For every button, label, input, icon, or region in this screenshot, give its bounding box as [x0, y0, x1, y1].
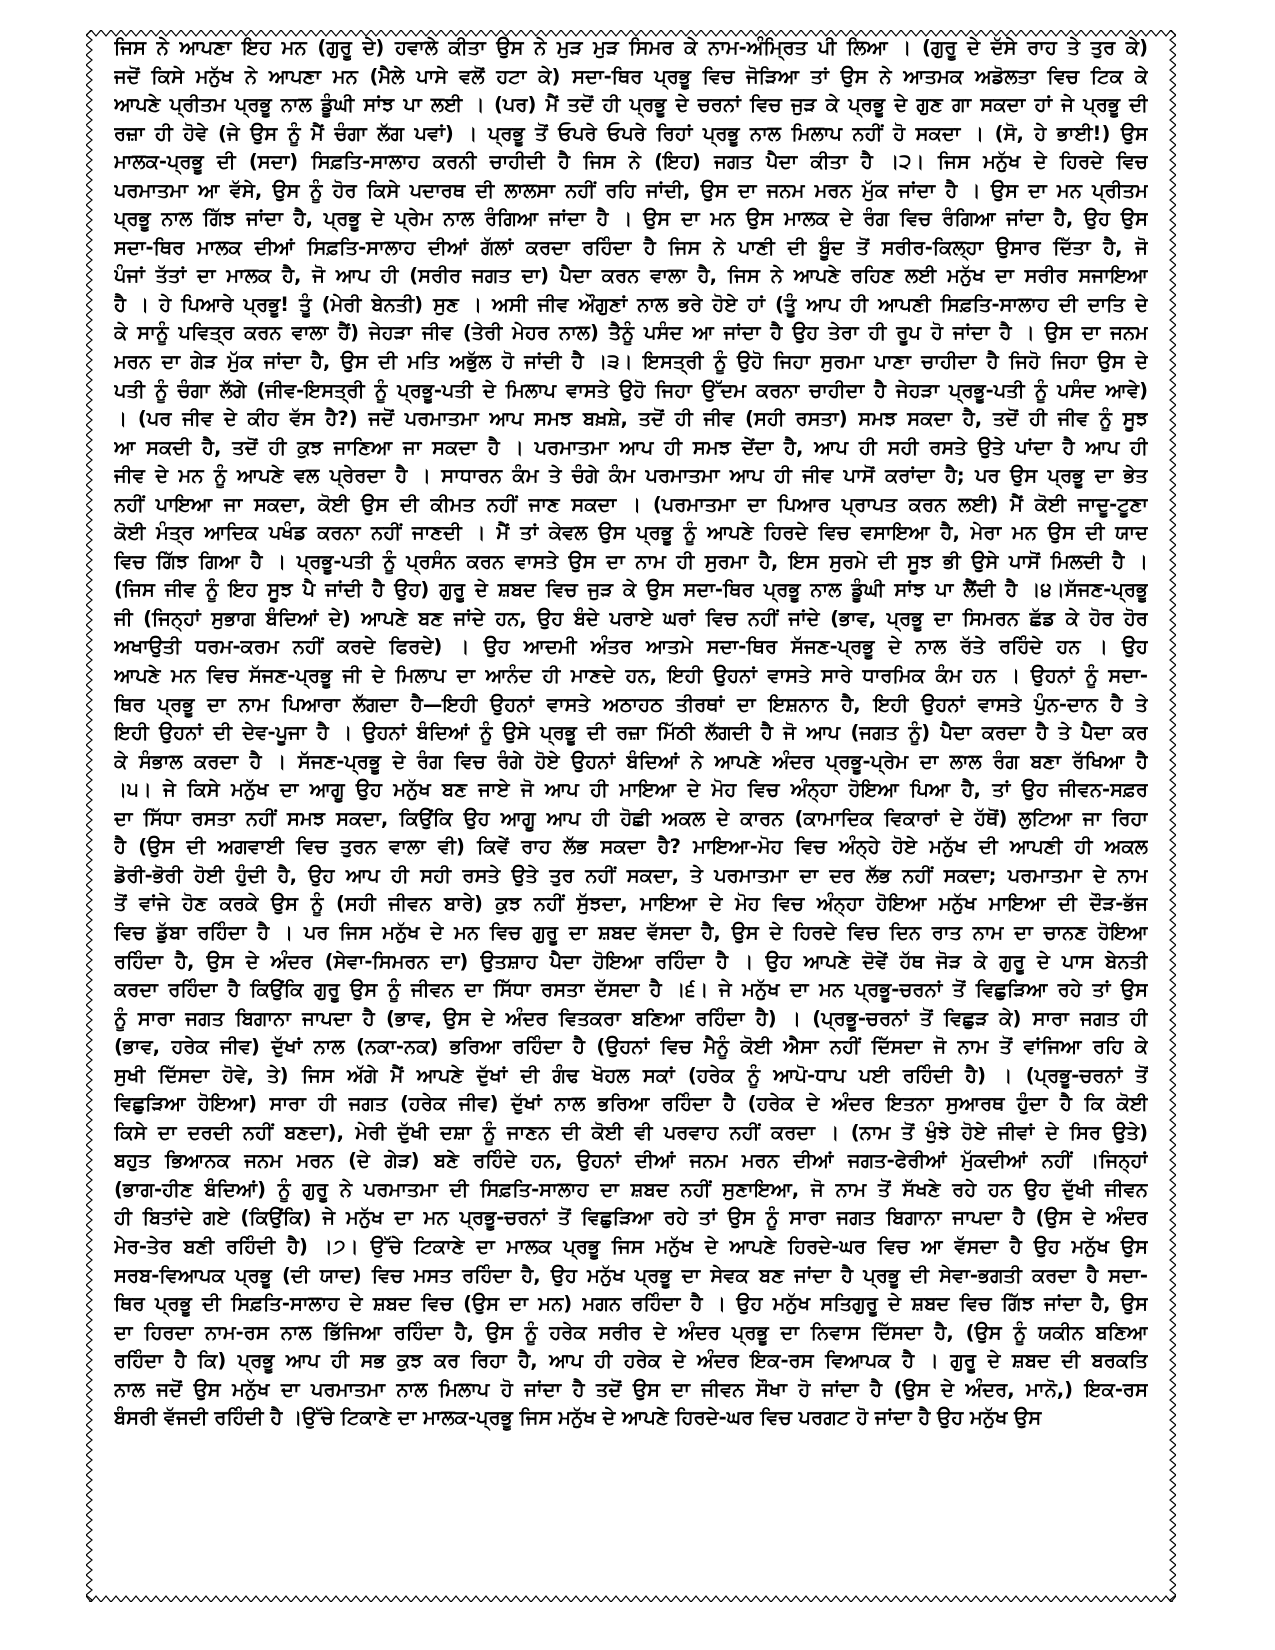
- text-line: ਕੇ ਸੰਭਾਲ ਕਰਦਾ ਹੈ । ਸੱਜਣ-ਪ੍ਰਭੂ ਦੇ ਰੰਗ ਵਿਚ ਰੰਗੇ ਹੋਏ ਉਹਨਾਂ ਬੰਦਿਆਂ ਨੇ ਆਪਣੇ ਅੰਦਰ ਪ੍ਰਭੂ-ਪ੍ਰੇਮ ਦਾ ਲਾਲ ਰੰਗ ਬਣਾ ਰੱਖਿਆ ਹੈ: [114, 749, 1148, 773]
- text-line: ਸਦਾ-ਥਿਰ ਮਾਲਕ ਦੀਆਂ ਸਿਫ਼ਤਿ-ਸਾਲਾਹ ਦੀਆਂ ਗੱਲਾਂ ਕਰਦਾ ਰਹਿੰਦਾ ਹੈ ਜਿਸ ਨੇ ਪਾਣੀ ਦੀ ਬੂੰਦ ਤੋਂ ਸਰੀਰ-ਕਿਲ੍ਹਾ ਉਸਾਰ ਦਿੱਤਾ ਹੈ, ਜੋ: [114, 235, 1148, 259]
- text-line: ਕਿਸੇ ਦਾ ਦਰਦੀ ਨਹੀਂ ਬਣਦਾ), ਮੇਰੀ ਦੁੱਖੀ ਦਸ਼ਾ ਨੂੰ ਜਾਣਨ ਦੀ ਕੋਈ ਵੀ ਪਰਵਾਹ ਨਹੀਂ ਕਰਦਾ । (ਨਾਮ ਤੋਂ ਖੁੰਝੇ ਹੋਏ ਜੀਵਾਂ ਦੇ ਸਿਰ ਉਤੇ): [114, 1120, 1148, 1144]
- text-line: ਆ ਸਕਦੀ ਹੈ, ਤਦੋਂ ਹੀ ਕੁਝ ਜਾਣਿਆ ਜਾ ਸਕਦਾ ਹੈ । ਪਰਮਾਤਮਾ ਆਪ ਹੀ ਸਮਝ ਦੇਂਦਾ ਹੈ, ਆਪ ਹੀ ਸਹੀ ਰਸਤੇ ਉਤੇ ਪਾਂਦਾ ਹੈ ਆਪ ਹੀ: [114, 435, 1148, 459]
- text-line: ਪਰਮਾਤਮਾ ਆ ਵੱਸੇ, ਉਸ ਨੂੰ ਹੋਰ ਕਿਸੇ ਪਦਾਰਥ ਦੀ ਲਾਲਸਾ ਨਹੀਂ ਰਹਿ ਜਾਂਦੀ, ਉਸ ਦਾ ਜਨਮ ਮਰਨ ਮੁੱਕ ਜਾਂਦਾ ਹੈ । ਉਸ ਦਾ ਮਨ ਪ੍ਰੀਤਮ: [114, 178, 1148, 202]
- text-line: ਹੈ । ਹੇ ਪਿਆਰੇ ਪ੍ਰਭੂ! ਤੂੰ (ਮੇਰੀ ਬੇਨਤੀ) ਸੁਣ । ਅਸੀ ਜੀਵ ਔਗੁਣਾਂ ਨਾਲ ਭਰੇ ਹੋਏ ਹਾਂ (ਤੂੰ ਆਪ ਹੀ ਆਪਣੀ ਸਿਫ਼ਤਿ-ਸਾਲਾਹ ਦੀ ਦਾਤਿ ਦੇ: [114, 292, 1148, 316]
- text-line: ਕੇ ਸਾਨੂੰ ਪਵਿਤ੍ਰ ਕਰਨ ਵਾਲਾ ਹੈਂ) ਜੇਹੜਾ ਜੀਵ (ਤੇਰੀ ਮੇਹਰ ਨਾਲ) ਤੈਨੂੰ ਪਸੰਦ ਆ ਜਾਂਦਾ ਹੈ ਉਹ ਤੇਰਾ ਹੀ ਰੂਪ ਹੋ ਜਾਂਦਾ ਹੈ । ਉਸ ਦਾ ਜਨਮ: [114, 321, 1148, 345]
- text-line: ਜੀਵ ਦੇ ਮਨ ਨੂੰ ਆਪਣੇ ਵਲ ਪ੍ਰੇਰਦਾ ਹੈ । ਸਾਧਾਰਨ ਕੰਮ ਤੇ ਚੰਗੇ ਕੰਮ ਪਰਮਾਤਮਾ ਆਪ ਹੀ ਜੀਵ ਪਾਸੋਂ ਕਰਾਂਦਾ ਹੈ; ਪਰ ਉਸ ਪ੍ਰਭੂ ਦਾ ਭੇਤ: [114, 464, 1148, 488]
- text-line: (ਭਾਵ, ਹਰੇਕ ਜੀਵ) ਦੁੱਖਾਂ ਨਾਲ (ਨਕਾ-ਨਕ) ਭਰਿਆ ਰਹਿੰਦਾ ਹੈ (ਉਹਨਾਂ ਵਿਚ ਮੈਨੂੰ ਕੋਈ ਐਸਾ ਨਹੀਂ ਦਿੱਸਦਾ ਜੋ ਨਾਮ ਤੋਂ ਵਾਂਜਿਆ ਰਹਿ ਕੇ: [114, 1035, 1148, 1059]
- text-line: ਰਹਿੰਦਾ ਹੈ, ਉਸ ਦੇ ਅੰਦਰ (ਸੇਵਾ-ਸਿਮਰਨ ਦਾ) ਉਤਸ਼ਾਹ ਪੈਦਾ ਹੋਇਆ ਰਹਿੰਦਾ ਹੈ । ਉਹ ਆਪਣੇ ਦੋਵੇਂ ਹੱਥ ਜੋੜ ਕੇ ਗੁਰੂ ਦੇ ਪਾਸ ਬੇਨਤੀ: [114, 949, 1148, 973]
- text-line: ਨਾਲ ਜਦੋਂ ਉਸ ਮਨੁੱਖ ਦਾ ਪਰਮਾਤਮਾ ਨਾਲ ਮਿਲਾਪ ਹੋ ਜਾਂਦਾ ਹੈ ਤਦੋਂ ਉਸ ਦਾ ਜੀਵਨ ਸੌਖਾ ਹੋ ਜਾਂਦਾ ਹੈ (ਉਸ ਦੇ ਅੰਦਰ, ਮਾਨੋ,) ਇਕ-ਰਸ: [114, 1377, 1148, 1401]
- text-line: ਵਿਚ ਡੁੱਬਾ ਰਹਿੰਦਾ ਹੈ । ਪਰ ਜਿਸ ਮਨੁੱਖ ਦੇ ਮਨ ਵਿਚ ਗੁਰੂ ਦਾ ਸ਼ਬਦ ਵੱਸਦਾ ਹੈ, ਉਸ ਦੇ ਹਿਰਦੇ ਵਿਚ ਦਿਨ ਰਾਤ ਨਾਮ ਦਾ ਚਾਨਣ ਹੋਇਆ: [114, 920, 1148, 944]
- text-line: ਬਹੁਤ ਭਿਆਨਕ ਜਨਮ ਮਰਨ (ਦੇ ਗੇੜ) ਬਣੇ ਰਹਿੰਦੇ ਹਨ, ਉਹਨਾਂ ਦੀਆਂ ਜਨਮ ਮਰਨ ਦੀਆਂ ਜਗਤ-ਫੇਰੀਆਂ ਮੁੱਕਦੀਆਂ ਨਹੀਂ ।ਜਿਨ੍ਹਾਂ: [114, 1149, 1148, 1173]
- text-line: ਵਿਛੁੜਿਆ ਹੋਇਆ) ਸਾਰਾ ਹੀ ਜਗਤ (ਹਰੇਕ ਜੀਵ) ਦੁੱਖਾਂ ਨਾਲ ਭਰਿਆ ਰਹਿੰਦਾ ਹੈ (ਹਰੇਕ ਦੇ ਅੰਦਰ ਇਤਨਾ ਸੁਆਰਥ ਹੁੰਦਾ ਹੈ ਕਿ ਕੋਈ: [114, 1092, 1148, 1116]
- text-line: ਪ੍ਰਭੂ ਨਾਲ ਗਿੱਝ ਜਾਂਦਾ ਹੈ, ਪ੍ਰਭੂ ਦੇ ਪ੍ਰੇਮ ਨਾਲ ਰੰਗਿਆ ਜਾਂਦਾ ਹੈ । ਉਸ ਦਾ ਮਨ ਉਸ ਮਾਲਕ ਦੇ ਰੰਗ ਵਿਚ ਰੰਗਿਆ ਜਾਂਦਾ ਹੈ, ਉਹ ਉਸ: [114, 207, 1148, 231]
- text-line: (ਜਿਸ ਜੀਵ ਨੂੰ ਇਹ ਸੂਝ ਪੈ ਜਾਂਦੀ ਹੈ ਉਹ) ਗੁਰੂ ਦੇ ਸ਼ਬਦ ਵਿਚ ਜੁੜ ਕੇ ਉਸ ਸਦਾ-ਥਿਰ ਪ੍ਰਭੂ ਨਾਲ ਡੂੰਘੀ ਸਾਂਝ ਪਾ ਲੈਂਦੀ ਹੈ ।੪।ਸੱਜਣ-ਪ੍ਰਭੂ: [114, 578, 1148, 602]
- text-line: ਜਿਸ ਨੇ ਆਪਣਾ ਇਹ ਮਨ (ਗੁਰੂ ਦੇ) ਹਵਾਲੇ ਕੀਤਾ ਉਸ ਨੇ ਮੁੜ ਮੁੜ ਸਿਮਰ ਕੇ ਨਾਮ-ਅੰਮ੍ਰਿਤ ਪੀ ਲਿਆ । (ਗੁਰੂ ਦੇ ਦੱਸੇ ਰਾਹ ਤੇ ਤੁਰ ਕੇ): [114, 36, 1148, 59]
- text-line: ਸੁਖੀ ਦਿੱਸਦਾ ਹੋਵੇ, ਤੇ) ਜਿਸ ਅੱਗੇ ਮੈਂ ਆਪਣੇ ਦੁੱਖਾਂ ਦੀ ਗੰਢ ਖੋਹਲ ਸਕਾਂ (ਹਰੇਕ ਨੂੰ ਆਪੋ-ਧਾਪ ਪਈ ਰਹਿੰਦੀ ਹੈ) । (ਪ੍ਰਭੂ-ਚਰਨਾਂ ਤੋਂ: [114, 1063, 1148, 1087]
- text-line: ਇਹੀ ਉਹਨਾਂ ਦੀ ਦੇਵ-ਪੂਜਾ ਹੈ । ਉਹਨਾਂ ਬੰਦਿਆਂ ਨੂੰ ਉਸੇ ਪ੍ਰਭੂ ਦੀ ਰਜ਼ਾ ਮਿੱਠੀ ਲੱਗਦੀ ਹੈ ਜੋ ਆਪ (ਜਗਤ ਨੂੰ) ਪੈਦਾ ਕਰਦਾ ਹੈ ਤੇ ਪੈਦਾ ਕਰ: [114, 721, 1148, 745]
- text-line: ਮਰਨ ਦਾ ਗੇੜ ਮੁੱਕ ਜਾਂਦਾ ਹੈ, ਉਸ ਦੀ ਮਤਿ ਅਭੁੱਲ ਹੋ ਜਾਂਦੀ ਹੈ ।੩। ਇਸਤ੍ਰੀ ਨੂੰ ਉਹੋ ਜਿਹਾ ਸੁਰਮਾ ਪਾਣਾ ਚਾਹੀਦਾ ਹੈ ਜਿਹੋ ਜਿਹਾ ਉਸ ਦੇ: [114, 350, 1148, 374]
- text-line: ਆਪਣੇ ਮਨ ਵਿਚ ਸੱਜਣ-ਪ੍ਰਭੂ ਜੀ ਦੇ ਮਿਲਾਪ ਦਾ ਆਨੰਦ ਹੀ ਮਾਣਦੇ ਹਨ, ਇਹੀ ਉਹਨਾਂ ਵਾਸਤੇ ਸਾਰੇ ਧਾਰਮਿਕ ਕੰਮ ਹਨ । ਉਹਨਾਂ ਨੂੰ ਸਦਾ-: [114, 664, 1148, 688]
- text-line: ਦਾ ਸਿੱਧਾ ਰਸਤਾ ਨਹੀਂ ਸਮਝ ਸਕਦਾ, ਕਿਉਂਕਿ ਉਹ ਆਗੂ ਆਪ ਹੀ ਹੋਛੀ ਅਕਲ ਦੇ ਕਾਰਨ (ਕਾਮਾਦਿਕ ਵਿਕਾਰਾਂ ਦੇ ਹੱਥੋਂ) ਲੁਟਿਆ ਜਾ ਰਿਹਾ: [114, 806, 1148, 830]
- text-line: ਦਾ ਹਿਰਦਾ ਨਾਮ-ਰਸ ਨਾਲ ਭਿੱਜਿਆ ਰਹਿੰਦਾ ਹੈ, ਉਸ ਨੂੰ ਹਰੇਕ ਸਰੀਰ ਦੇ ਅੰਦਰ ਪ੍ਰਭੂ ਦਾ ਨਿਵਾਸ ਦਿੱਸਦਾ ਹੈ, (ਉਸ ਨੂੰ ਯਕੀਨ ਬਣਿਆ: [114, 1320, 1148, 1344]
- text-line: ਵਿਚ ਗਿੱਝ ਗਿਆ ਹੈ । ਪ੍ਰਭੂ-ਪਤੀ ਨੂੰ ਪ੍ਰਸੰਨ ਕਰਨ ਵਾਸਤੇ ਉਸ ਦਾ ਨਾਮ ਹੀ ਸੁਰਮਾ ਹੈ, ਇਸ ਸੁਰਮੇ ਦੀ ਸੂਝ ਭੀ ਉਸੇ ਪਾਸੋਂ ਮਿਲਦੀ ਹੈ ।: [114, 549, 1148, 573]
- text-line: ਜਦੋਂ ਕਿਸੇ ਮਨੁੱਖ ਨੇ ਆਪਣਾ ਮਨ (ਮੈਲੇ ਪਾਸੇ ਵਲੋਂ ਹਟਾ ਕੇ) ਸਦਾ-ਥਿਰ ਪ੍ਰਭੂ ਵਿਚ ਜੋੜਿਆ ਤਾਂ ਉਸ ਨੇ ਆਤਮਕ ਅਡੋਲਤਾ ਵਿਚ ਟਿਕ ਕੇ: [114, 64, 1148, 88]
- text-line: ਥਿਰ ਪ੍ਰਭੂ ਦਾ ਨਾਮ ਪਿਆਰਾ ਲੱਗਦਾ ਹੈ—ਇਹੀ ਉਹਨਾਂ ਵਾਸਤੇ ਅਠਾਹਠ ਤੀਰਥਾਂ ਦਾ ਇਸ਼ਨਾਨ ਹੈ, ਇਹੀ ਉਹਨਾਂ ਵਾਸਤੇ ਪੁੰਨ-ਦਾਨ ਹੈ ਤੇ: [114, 692, 1148, 716]
- text-line: । (ਪਰ ਜੀਵ ਦੇ ਕੀਹ ਵੱਸ ਹੈ?) ਜਦੋਂ ਪਰਮਾਤਮਾ ਆਪ ਸਮਝ ਬਖ਼ਸ਼ੇ, ਤਦੋਂ ਹੀ ਜੀਵ (ਸਹੀ ਰਸਤਾ) ਸਮਝ ਸਕਦਾ ਹੈ, ਤਦੋਂ ਹੀ ਜੀਵ ਨੂੰ ਸੂਝ: [114, 407, 1148, 431]
- text-line: ਸਰਬ-ਵਿਆਪਕ ਪ੍ਰਭੂ (ਦੀ ਯਾਦ) ਵਿਚ ਮਸਤ ਰਹਿੰਦਾ ਹੈ, ਉਹ ਮਨੁੱਖ ਪ੍ਰਭੂ ਦਾ ਸੇਵਕ ਬਣ ਜਾਂਦਾ ਹੈ ਪ੍ਰਭੂ ਦੀ ਸੇਵਾ-ਭਗਤੀ ਕਰਦਾ ਹੈ ਸਦਾ-: [114, 1263, 1148, 1287]
- text-line: ਰਹਿੰਦਾ ਹੈ ਕਿ) ਪ੍ਰਭੂ ਆਪ ਹੀ ਸਭ ਕੁਝ ਕਰ ਰਿਹਾ ਹੈ, ਆਪ ਹੀ ਹਰੇਕ ਦੇ ਅੰਦਰ ਇਕ-ਰਸ ਵਿਆਪਕ ਹੈ । ਗੁਰੂ ਦੇ ਸ਼ਬਦ ਦੀ ਬਰਕਤਿ: [114, 1349, 1148, 1373]
- text-line: ਨੂੰ ਸਾਰਾ ਜਗਤ ਬਿਗਾਨਾ ਜਾਪਦਾ ਹੈ (ਭਾਵ, ਉਸ ਦੇ ਅੰਦਰ ਵਿਤਕਰਾ ਬਣਿਆ ਰਹਿੰਦਾ ਹੈ) । (ਪ੍ਰਭੂ-ਚਰਨਾਂ ਤੋਂ ਵਿਛੁੜ ਕੇ) ਸਾਰਾ ਜਗਤ ਹੀ: [114, 1006, 1148, 1030]
- document-body-text: [114, 34, 1148, 1433]
- text-line: ਜੀ (ਜਿਨ੍ਹਾਂ ਸੁਭਾਗ ਬੰਦਿਆਂ ਦੇ) ਆਪਣੇ ਬਣ ਜਾਂਦੇ ਹਨ, ਉਹ ਬੰਦੇ ਪਰਾਏ ਘਰਾਂ ਵਿਚ ਨਹੀਂ ਜਾਂਦੇ (ਭਾਵ, ਪ੍ਰਭੂ ਦਾ ਸਿਮਰਨ ਛੱਡ ਕੇ ਹੋਰ ਹੋਰ: [114, 606, 1148, 630]
- text-line: ਰਜ਼ਾ ਹੀ ਹੋਵੇ (ਜੇ ਉਸ ਨੂੰ ਮੈਂ ਚੰਗਾ ਲੱਗ ਪਵਾਂ) । ਪ੍ਰਭੂ ਤੋਂ ਓਪਰੇ ਓਪਰੇ ਰਿਹਾਂ ਪ੍ਰਭੂ ਨਾਲ ਮਿਲਾਪ ਨਹੀਂ ਹੋ ਸਕਦਾ । (ਸੋ, ਹੇ ਭਾਈ!) ਉਸ: [114, 121, 1148, 145]
- text-line: ਬੰਸਰੀ ਵੱਜਦੀ ਰਹਿੰਦੀ ਹੈ ।ਉੱਚੇ ਟਿਕਾਣੇ ਦਾ ਮਾਲਕ-ਪ੍ਰਭੂ ਜਿਸ ਮਨੁੱਖ ਦੇ ਆਪਣੇ ਹਿਰਦੇ-ਘਰ ਵਿਚ ਪਰਗਟ ਹੋ ਜਾਂਦਾ ਹੈ ਉਹ ਮਨੁੱਖ ਉਸ: [114, 1406, 1042, 1430]
- text-line: ਆਪਣੇ ਪ੍ਰੀਤਮ ਪ੍ਰਭੂ ਨਾਲ ਡੂੰਘੀ ਸਾਂਝ ਪਾ ਲਈ । (ਪਰ) ਮੈਂ ਤਦੋਂ ਹੀ ਪ੍ਰਭੂ ਦੇ ਚਰਨਾਂ ਵਿਚ ਜੁੜ ਕੇ ਪ੍ਰਭੂ ਦੇ ਗੁਣ ਗਾ ਸਕਦਾ ਹਾਂ ਜੇ ਪ੍ਰਭੂ ਦੀ: [114, 93, 1148, 117]
- text-line: ਨਹੀਂ ਪਾਇਆ ਜਾ ਸਕਦਾ, ਕੋਈ ਉਸ ਦੀ ਕੀਮਤ ਨਹੀਂ ਜਾਣ ਸਕਦਾ । (ਪਰਮਾਤਮਾ ਦਾ ਪਿਆਰ ਪ੍ਰਾਪਤ ਕਰਨ ਲਈ) ਮੈਂ ਕੋਈ ਜਾਦੂ-ਟੂਣਾ: [114, 492, 1148, 516]
- text-line: ਤੋਂ ਵਾਂਜੇ ਹੋਣ ਕਰਕੇ ਉਸ ਨੂੰ (ਸਹੀ ਜੀਵਨ ਬਾਰੇ) ਕੁਝ ਨਹੀਂ ਸੁੱਝਦਾ, ਮਾਇਆ ਦੇ ਮੋਹ ਵਿਚ ਅੰਨ੍ਹਾ ਹੋਇਆ ਮਨੁੱਖ ਮਾਇਆ ਦੀ ਦੌੜ-ਭੱਜ: [114, 892, 1148, 916]
- text-line: ਹੀ ਬਿਤਾਂਦੇ ਗਏ (ਕਿਉਂਕਿ) ਜੇ ਮਨੁੱਖ ਦਾ ਮਨ ਪ੍ਰਭੂ-ਚਰਨਾਂ ਤੋਂ ਵਿਛੁੜਿਆ ਰਹੇ ਤਾਂ ਉਸ ਨੂੰ ਸਾਰਾ ਜਗਤ ਬਿਗਾਨਾ ਜਾਪਦਾ ਹੈ (ਉਸ ਦੇ ਅੰਦਰ: [114, 1206, 1148, 1230]
- text-line: ਮਾਲਕ-ਪ੍ਰਭੂ ਦੀ (ਸਦਾ) ਸਿਫ਼ਤਿ-ਸਾਲਾਹ ਕਰਨੀ ਚਾਹੀਦੀ ਹੈ ਜਿਸ ਨੇ (ਇਹ) ਜਗਤ ਪੈਦਾ ਕੀਤਾ ਹੈ ।੨। ਜਿਸ ਮਨੁੱਖ ਦੇ ਹਿਰਦੇ ਵਿਚ: [114, 150, 1148, 174]
- text-line: ਕਰਦਾ ਰਹਿੰਦਾ ਹੈ ਕਿਉਂਕਿ ਗੁਰੂ ਉਸ ਨੂੰ ਜੀਵਨ ਦਾ ਸਿੱਧਾ ਰਸਤਾ ਦੱਸਦਾ ਹੈ ।੬। ਜੇ ਮਨੁੱਖ ਦਾ ਮਨ ਪ੍ਰਭੂ-ਚਰਨਾਂ ਤੋਂ ਵਿਛੁੜਿਆ ਰਹੇ ਤਾਂ ਉਸ: [114, 978, 1148, 1002]
- text-line: ਮੇਰ-ਤੇਰ ਬਣੀ ਰਹਿੰਦੀ ਹੈ) ।੭। ਉੱਚੇ ਟਿਕਾਣੇ ਦਾ ਮਾਲਕ ਪ੍ਰਭੂ ਜਿਸ ਮਨੁੱਖ ਦੇ ਆਪਣੇ ਹਿਰਦੇ-ਘਰ ਵਿਚ ਆ ਵੱਸਦਾ ਹੈ ਉਹ ਮਨੁੱਖ ਉਸ: [114, 1234, 1148, 1258]
- text-line: (ਭਾਗ-ਹੀਣ ਬੰਦਿਆਂ) ਨੂੰ ਗੁਰੂ ਨੇ ਪਰਮਾਤਮਾ ਦੀ ਸਿਫ਼ਤਿ-ਸਾਲਾਹ ਦਾ ਸ਼ਬਦ ਨਹੀਂ ਸੁਣਾਇਆ, ਜੋ ਨਾਮ ਤੋਂ ਸੱਖਣੇ ਰਹੇ ਹਨ ਉਹ ਦੁੱਖੀ ਜੀਵਨ: [114, 1177, 1148, 1201]
- text-line: ਪਤੀ ਨੂੰ ਚੰਗਾ ਲੱਗੇ (ਜੀਵ-ਇਸਤ੍ਰੀ ਨੂੰ ਪ੍ਰਭੂ-ਪਤੀ ਦੇ ਮਿਲਾਪ ਵਾਸਤੇ ਉਹੋ ਜਿਹਾ ਉੱਦਮ ਕਰਨਾ ਚਾਹੀਦਾ ਹੈ ਜੇਹੜਾ ਪ੍ਰਭੂ-ਪਤੀ ਨੂੰ ਪਸੰਦ ਆਵੇ): [114, 378, 1148, 402]
- text-line: ਥਿਰ ਪ੍ਰਭੂ ਦੀ ਸਿਫ਼ਤਿ-ਸਾਲਾਹ ਦੇ ਸ਼ਬਦ ਵਿਚ (ਉਸ ਦਾ ਮਨ) ਮਗਨ ਰਹਿੰਦਾ ਹੈ । ਉਹ ਮਨੁੱਖ ਸਤਿਗੁਰੂ ਦੇ ਸ਼ਬਦ ਵਿਚ ਗਿੱਝ ਜਾਂਦਾ ਹੈ, ਉਸ: [114, 1292, 1148, 1316]
- text-line: ।੫। ਜੇ ਕਿਸੇ ਮਨੁੱਖ ਦਾ ਆਗੂ ਉਹ ਮਨੁੱਖ ਬਣ ਜਾਏ ਜੋ ਆਪ ਹੀ ਮਾਇਆ ਦੇ ਮੋਹ ਵਿਚ ਅੰਨ੍ਹਾ ਹੋਇਆ ਪਿਆ ਹੈ, ਤਾਂ ਉਹ ਜੀਵਨ-ਸਫ਼ਰ: [114, 778, 1148, 802]
- text-line: ਡੋਰੀ-ਭੋਰੀ ਹੋਈ ਹੁੰਦੀ ਹੈ, ਉਹ ਆਪ ਹੀ ਸਹੀ ਰਸਤੇ ਉਤੇ ਤੁਰ ਨਹੀਂ ਸਕਦਾ, ਤੇ ਪਰਮਾਤਮਾ ਦਾ ਦਰ ਲੱਭ ਨਹੀਂ ਸਕਦਾ; ਪਰਮਾਤਮਾ ਦੇ ਨਾਮ: [114, 863, 1148, 887]
- text-line: ਅਖਾਉਤੀ ਧਰਮ-ਕਰਮ ਨਹੀਂ ਕਰਦੇ ਫਿਰਦੇ) । ਉਹ ਆਦਮੀ ਅੰਤਰ ਆਤਮੇ ਸਦਾ-ਥਿਰ ਸੱਜਣ-ਪ੍ਰਭੂ ਦੇ ਨਾਲ ਰੱਤੇ ਰਹਿੰਦੇ ਹਨ । ਉਹ: [114, 635, 1148, 659]
- text-line: ਪੰਜਾਂ ਤੱਤਾਂ ਦਾ ਮਾਲਕ ਹੈ, ਜੋ ਆਪ ਹੀ (ਸਰੀਰ ਜਗਤ ਦਾ) ਪੈਦਾ ਕਰਨ ਵਾਲਾ ਹੈ, ਜਿਸ ਨੇ ਆਪਣੇ ਰਹਿਣ ਲਈ ਮਨੁੱਖ ਦਾ ਸਰੀਰ ਸਜਾਇਆ: [114, 264, 1148, 288]
- text-line: ਕੋਈ ਮੰਤ੍ਰ ਆਦਿਕ ਪਖੰਡ ਕਰਨਾ ਨਹੀਂ ਜਾਣਦੀ । ਮੈਂ ਤਾਂ ਕੇਵਲ ਉਸ ਪ੍ਰਭੂ ਨੂੰ ਆਪਣੇ ਹਿਰਦੇ ਵਿਚ ਵਸਾਇਆ ਹੈ, ਮੇਰਾ ਮਨ ਉਸ ਦੀ ਯਾਦ: [114, 521, 1148, 545]
- text-line: ਹੈ (ਉਸ ਦੀ ਅਗਵਾਈ ਵਿਚ ਤੁਰਨ ਵਾਲਾ ਵੀ) ਕਿਵੇਂ ਰਾਹ ਲੱਭ ਸਕਦਾ ਹੈ? ਮਾਇਆ-ਮੋਹ ਵਿਚ ਅੰਨ੍ਹੇ ਹੋਏ ਮਨੁੱਖ ਦੀ ਆਪਣੀ ਹੀ ਅਕਲ: [114, 835, 1148, 859]
